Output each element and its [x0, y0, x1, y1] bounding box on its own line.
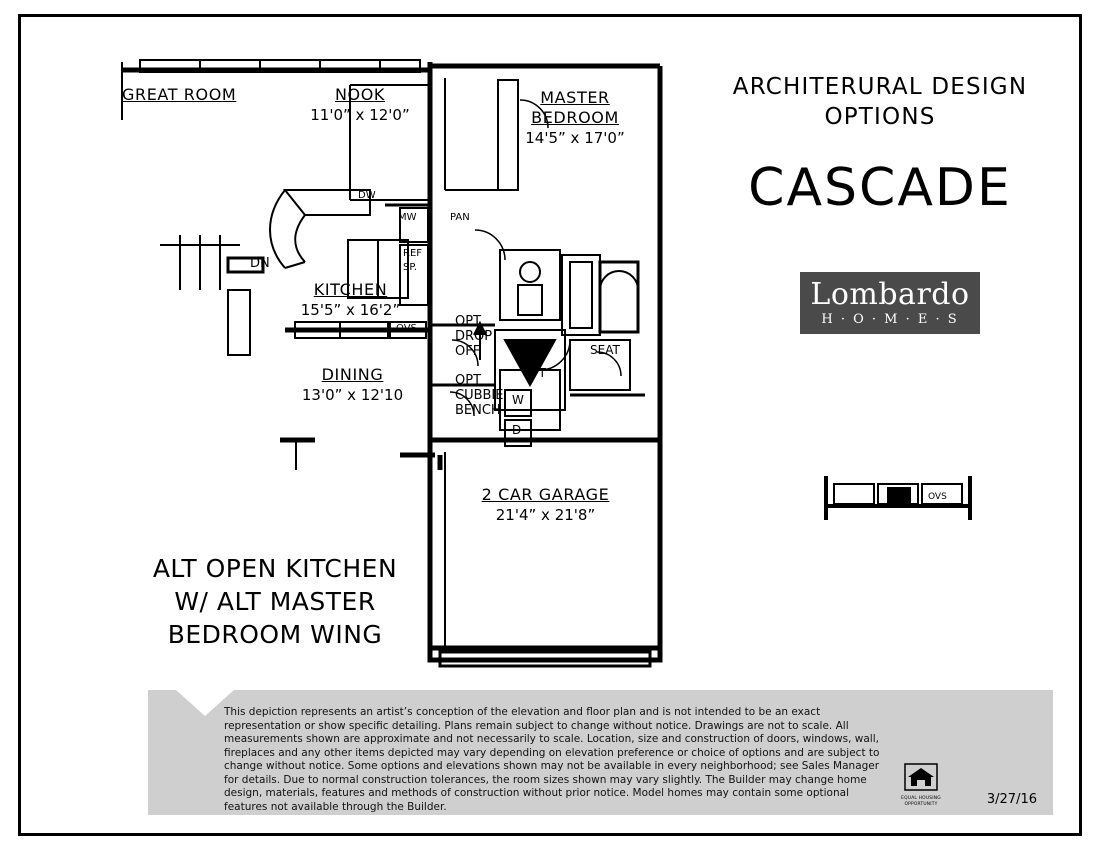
lombardo-homes-logo: [800, 272, 980, 334]
room-label-kitchen: [288, 280, 413, 320]
annotation-sp: SP.: [403, 262, 417, 273]
alt-option-caption: [110, 552, 440, 651]
annotation-dn: DN: [250, 256, 270, 271]
room-name: KITCHEN: [313, 280, 388, 299]
annotation-mw: MW: [398, 212, 417, 223]
room-name-2: BEDROOM: [531, 108, 619, 127]
room-label-great-room: [122, 85, 236, 105]
room-label-nook: [305, 85, 415, 125]
house-icon: [904, 763, 938, 791]
room-name: DINING: [321, 365, 384, 384]
caption-line3: BEDROOM WING: [167, 620, 383, 649]
sheet-title-line2: OPTIONS: [824, 104, 936, 130]
room-name: NOOK: [334, 85, 386, 104]
plan-name: CASCADE: [748, 158, 1012, 218]
annotation-opt-drop-off: OPT DROP OFF: [455, 314, 493, 359]
eho-line2: OPPORTUNITY: [904, 801, 938, 807]
room-name: MASTER: [540, 88, 610, 107]
room-dimensions: 11'0” x 12'0”: [310, 106, 410, 124]
logo-name: Lombardo: [810, 277, 970, 312]
room-label-garage: [458, 485, 633, 525]
equal-housing-opportunity-logo: [893, 763, 949, 807]
annotation-ovs-detail: OVS: [928, 492, 947, 502]
annotation-pan: PAN: [450, 212, 470, 223]
sheet-title-line1: ARCHITERURAL DESIGN: [732, 74, 1028, 100]
caption-line2: W/ ALT MASTER: [174, 587, 376, 616]
plan-date: 3/27/16: [986, 792, 1037, 807]
room-dimensions: 15'5” x 16'2”: [300, 301, 401, 319]
caption-line1: ALT OPEN KITCHEN: [152, 554, 398, 583]
annotation-seat: SEAT: [590, 343, 620, 357]
annotation-dryer: D: [512, 423, 522, 437]
annotation-washer: W: [512, 393, 524, 407]
annotation-ref: REF: [403, 248, 423, 259]
title-block: [700, 72, 1060, 218]
room-dimensions: 21'4” x 21'8”: [495, 506, 596, 524]
eho-line1: EQUAL HOUSING: [901, 795, 941, 801]
room-name: GREAT ROOM: [122, 85, 237, 104]
room-label-master-bedroom: [500, 88, 650, 148]
annotation-opt-cubbie-bench: OPT CUBBIE BENCH: [455, 373, 504, 418]
disclaimer-panel: [148, 690, 1053, 815]
room-dimensions: 14'5” x 17'0”: [525, 129, 625, 147]
annotation-dw: DW: [358, 190, 376, 201]
room-name: 2 CAR GARAGE: [481, 485, 610, 504]
window-detail-drawing: [820, 470, 980, 534]
annotation-opt: OPT: [522, 366, 547, 380]
room-dimensions: 13'0” x 12'10: [301, 386, 404, 404]
logo-tagline: H · O · M · E · S: [821, 312, 959, 327]
room-label-dining: [290, 365, 415, 405]
disclaimer-text: This depiction represents an artist’s conception of the elevation and floor plan and is not intended to be an exact representation or show specific detailing. Plans remain subject to change without notice. Drawings are not to scale. All measurements shown are approximate and not necessarily to scale. Location, size and construction of doors, windows, wall, fireplaces and any other items depicted may vary depending on elevation preference or choice of options and are subject to change without notice. Some options and elevations shown may not be available in every neighborhood; see Sales Manager for details. Due to normal construction tolerances, the room sizes shown may vary slightly. The Builder may change home design, materials, features and methods of construction without prior notice. Model homes may contain some optional features not available through the Builder.: [224, 706, 880, 813]
annotation-ovs-kitchen: OVS: [396, 323, 417, 334]
